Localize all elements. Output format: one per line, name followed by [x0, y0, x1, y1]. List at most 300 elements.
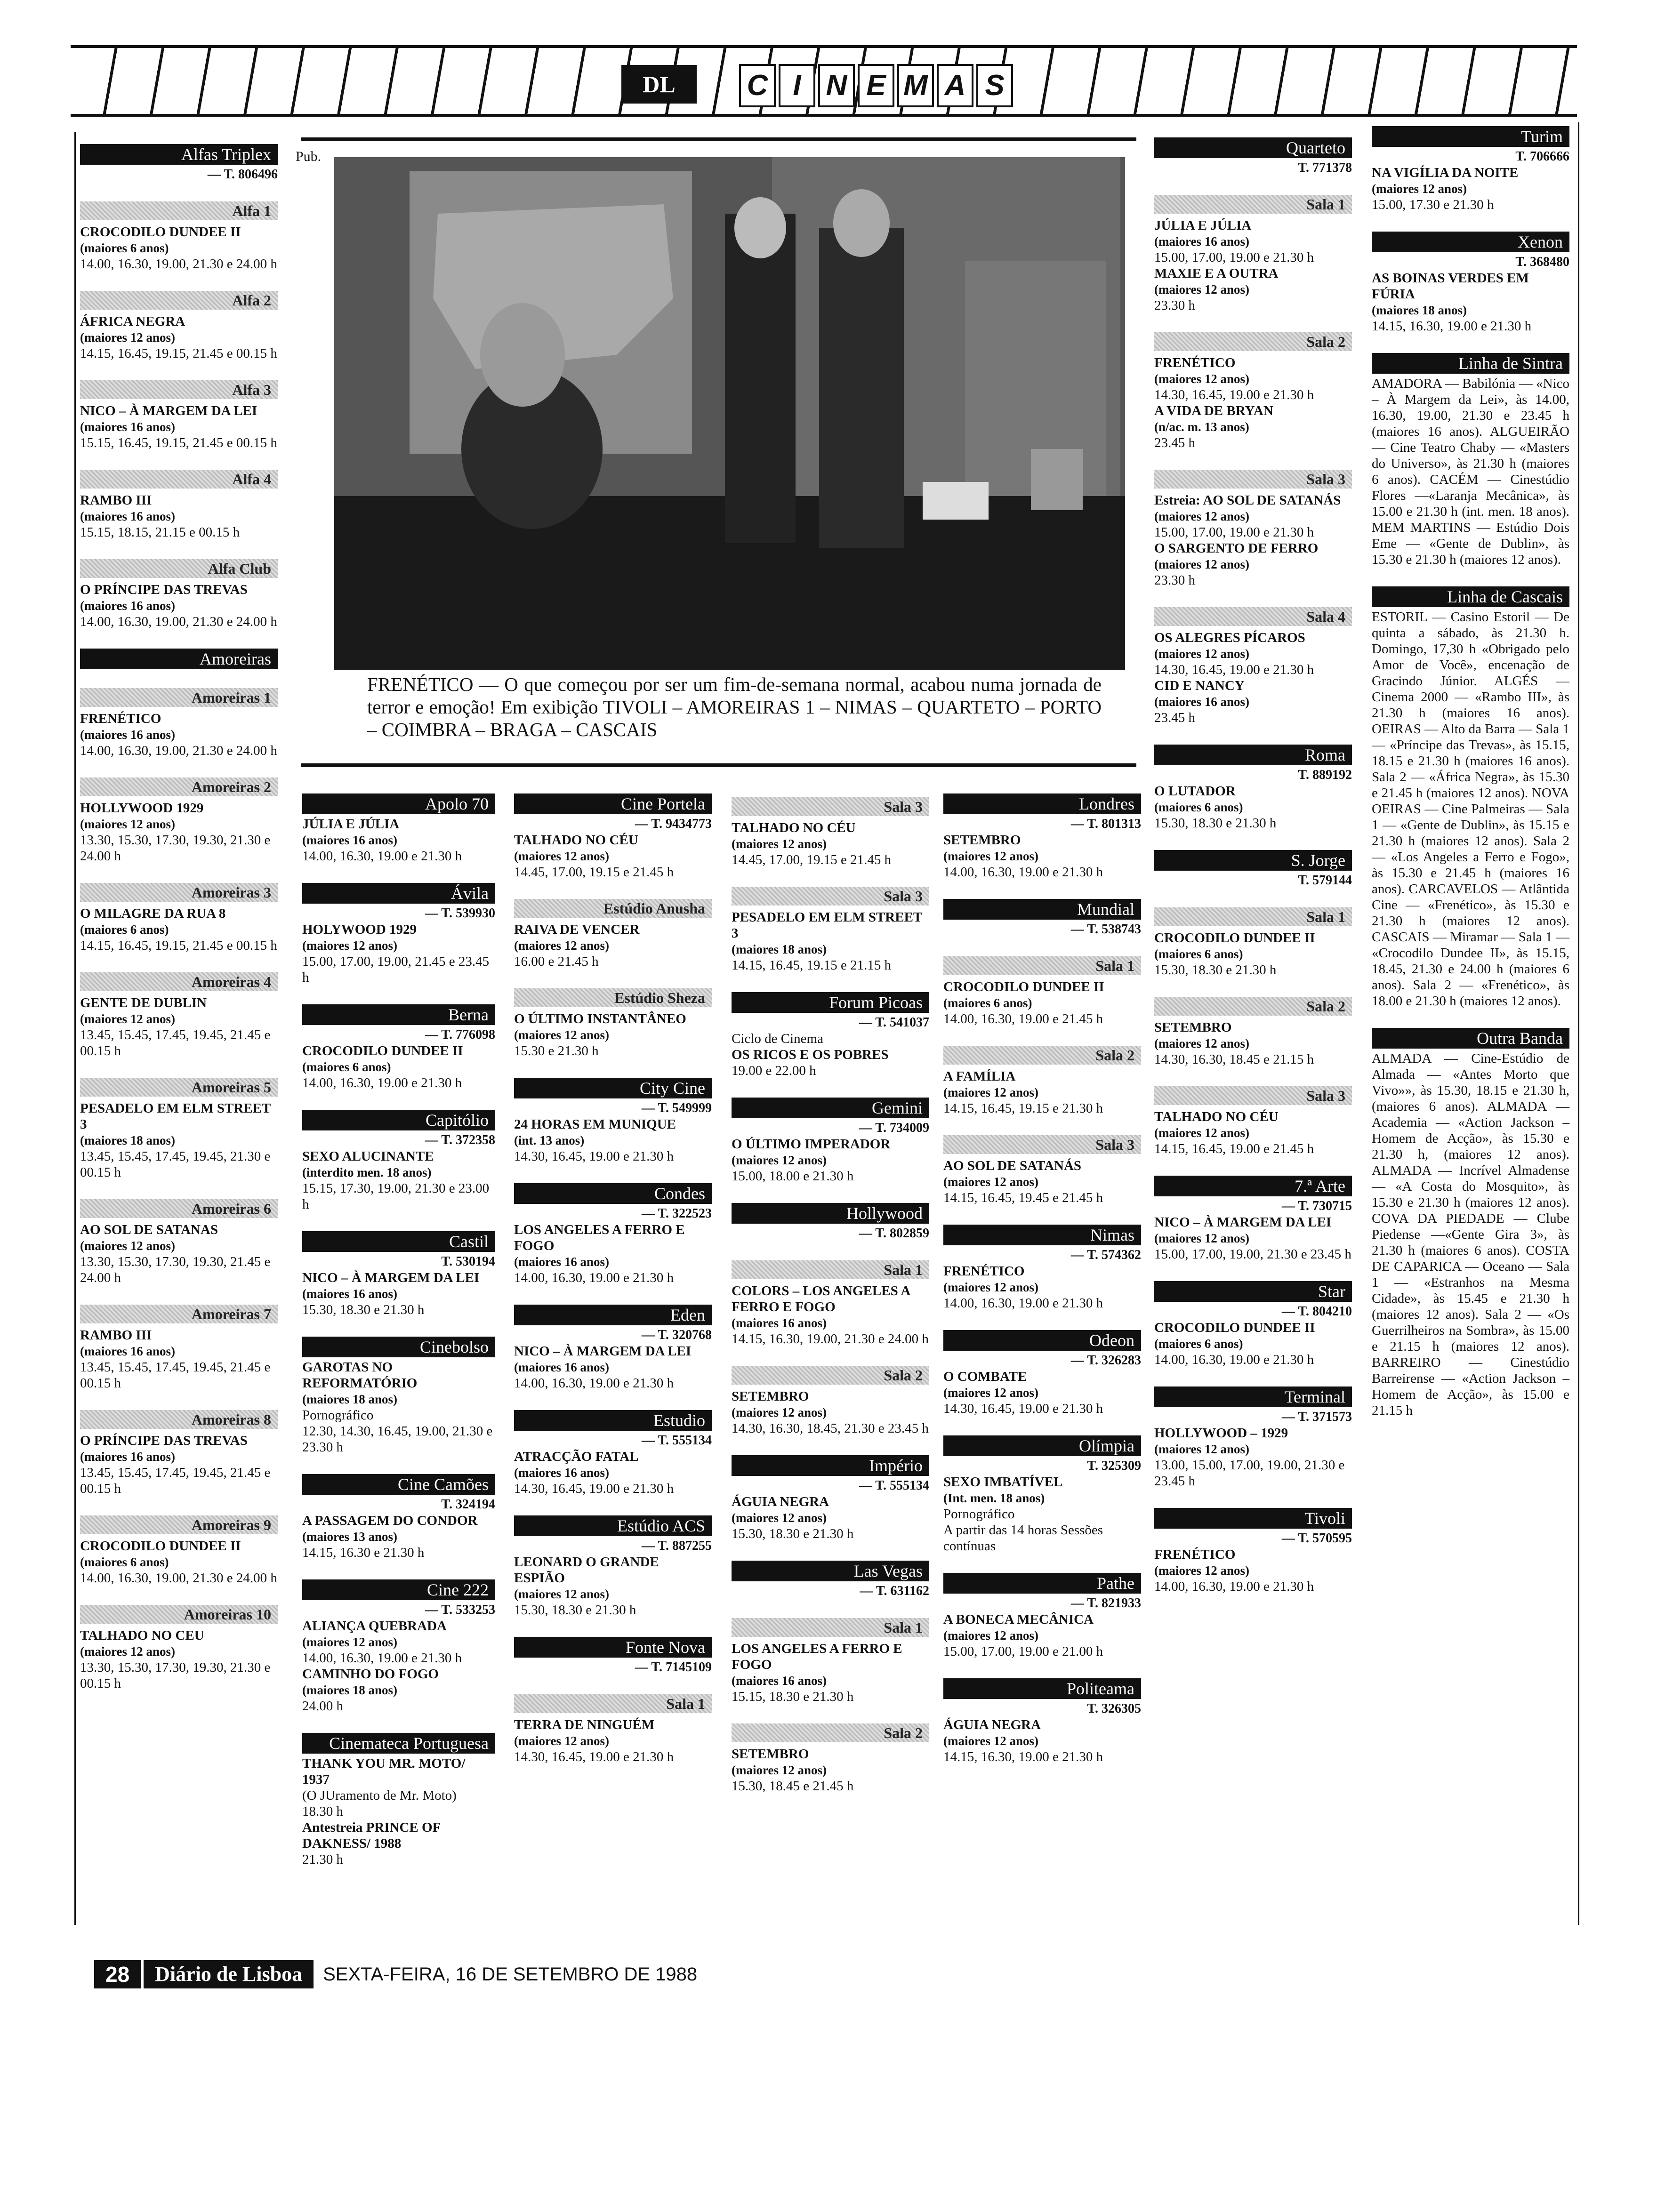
column-5: [943, 791, 1141, 1784]
listing-block: [302, 1474, 495, 1561]
listing-block: [1154, 1176, 1352, 1262]
cinema-name-bar: Terminal: [1154, 1387, 1352, 1407]
phone-number: T. 325309: [1087, 1459, 1141, 1473]
film-title: LOS ANGELES A FERRO E FOGO: [514, 1222, 685, 1253]
showtimes: 23.45 h: [1154, 710, 1195, 725]
age-rating: (maiores 12 anos): [943, 1085, 1038, 1099]
screen-name-bar: Sala 3: [1154, 470, 1352, 489]
cinema-name-bar: Forum Picoas: [732, 992, 929, 1013]
showtimes: 15.00, 17.00, 19.00, 21.45 e 23.45 h: [302, 954, 490, 985]
column-6: [1154, 135, 1352, 1613]
screen-name-bar: Amoreiras 4: [80, 972, 278, 991]
film-title: O LUTADOR: [1154, 784, 1236, 799]
screen-name-bar: Sala 1: [732, 1618, 929, 1637]
film-title: PESADELO EM ELM STREET 3: [732, 910, 922, 941]
listing-block: [732, 1203, 929, 1242]
column-rule: [74, 132, 76, 1925]
listing-block: [1372, 1028, 1569, 1419]
listing-block: [514, 1183, 712, 1286]
showtimes: 15.15, 16.45, 19.15, 21.45 e 00.15 h: [80, 435, 277, 450]
showtimes: 15.15, 17.30, 19.00, 21.30 e 23.00 h: [302, 1181, 490, 1212]
film-title: NA VIGÍLIA DA NOITE: [1372, 165, 1519, 180]
age-rating: (maiores 6 anos): [1154, 800, 1243, 814]
showtimes: 15.30, 18.30 e 21.30 h: [302, 1302, 425, 1317]
film-title: O COMBATE: [943, 1369, 1027, 1384]
listing-block: [80, 559, 278, 630]
screen-name-bar: Alfa Club: [80, 559, 278, 578]
listing-block: [1372, 126, 1569, 213]
showtimes: 14.30, 16.45, 19.00 e 21.30 h: [514, 1481, 674, 1496]
age-rating: (maiores 18 anos): [732, 942, 827, 956]
listing-text: AMADORA — Babilónia — «Nico – À Margem da Lei», às 14.00, 16.30, 19.00, 21.30 e 23.45 h (maiores 16 anos). ALGUEIRÃO — Cine Teatro Chaby — «Masters do Universo», às 21.30 h (maiores 6 anos). CACÉM — Cinestúdio Flores —«Laranja Mecânica», às 15.00 e 21.30 h (int. men. 18 anos). MEM MARTINS — Estúdio Dois Eme — «Gente de Dublin», às 15.30 e 21.30 h (maiores 12 anos).: [1372, 376, 1569, 567]
listing-block: [514, 1410, 712, 1497]
film-title: A FAMÍLIA: [943, 1069, 1016, 1084]
cinema-name-bar: Turim: [1372, 126, 1569, 147]
film-title: ÁFRICA NEGRA: [80, 314, 185, 329]
showtimes: 15.00, 17.30 e 21.30 h: [1372, 197, 1494, 212]
listing-block: [80, 470, 278, 540]
film-title: SETEMBRO: [1154, 1020, 1232, 1035]
cinema-name-bar: 7.ª Arte: [1154, 1176, 1352, 1196]
film-title: O PRÍNCIPE DAS TREVAS: [80, 1433, 248, 1448]
film-title: AS BOINAS VERDES EM FÚRIA: [1372, 271, 1529, 302]
film-title: TERRA DE NINGUÉM: [514, 1717, 655, 1732]
screen-name-bar: Alfa 4: [80, 470, 278, 489]
phone-number: — T. 9434773: [635, 817, 712, 831]
showtimes: 14.15, 16.30, 19.00 e 21.30 h: [943, 1749, 1103, 1764]
showtimes: A partir das 14 horas Sessões contínuas: [943, 1523, 1103, 1554]
showtimes: 23.30 h: [1154, 298, 1195, 313]
phone-number: — T. 372358: [425, 1133, 495, 1147]
phone-number: — T. 539930: [425, 906, 495, 921]
listing-text: ALMADA — Cine-Estúdio de Almada — «Antes Morto que Vivo»», às 15.30, 18.15 e 21.30 h, (maiores 6 anos). ALMADA — Academia — «Action Jackson – Homem de Acção», às 15.30 e 21.30 h, (maiores 12 anos). ALMADA — Incrível Almadense — «A Costa do Mosquito», às 15.30 e 21.30 h (maiores 12 anos). COVA DA PIEDADE — Clube Piedense —«Gente Gira 3», às 21.30 h (maiores 6 anos). COSTA DE CAPARICA — Oceano — Sala 1 — «Estranhos na Mesma Cidade», às 15.45 e 21.30 h (maiores 12 anos). Sala 2 — «Os Guerrilheiros na Sombra», às 15.00 e 21.15 h (maiores 12 anos). BARREIRO — Cinestúdio Barreirense — «Action Jackson – Homem de Acção», às 15.00 e 21.15 h: [1372, 1051, 1569, 1418]
listing-note: Ciclo de Cinema: [732, 1031, 823, 1046]
film-title: CROCODILO DUNDEE II: [80, 1539, 241, 1554]
screen-name-bar: Amoreiras 6: [80, 1199, 278, 1218]
age-rating: (maiores 6 anos): [302, 1060, 391, 1074]
showtimes: 14.00, 16.30, 19.00 e 21.30 h: [302, 849, 462, 864]
listing-block: [514, 1078, 712, 1164]
film-title: NICO – À MARGEM DA LEI: [80, 403, 257, 418]
cinema-name-bar: Nimas: [943, 1225, 1141, 1245]
screen-name-bar: Sala 4: [1154, 607, 1352, 626]
listing-block: [514, 899, 712, 970]
phone-number: — T. 801313: [1070, 817, 1141, 831]
cinema-name-bar: Ávila: [302, 883, 495, 904]
film-title: AO SOL DE SATANAS: [80, 1222, 218, 1237]
age-rating: (maiores 16 anos): [514, 1255, 609, 1269]
showtimes: 14.00, 16.30, 19.00 e 21.30 h: [514, 1270, 674, 1285]
showtimes: 15.15, 18.15, 21.15 e 00.15 h: [80, 525, 240, 540]
phone-number: — T. 802859: [859, 1226, 929, 1241]
film-title: CROCODILO DUNDEE II: [302, 1043, 463, 1058]
film-title: O MILAGRE DA RUA 8: [80, 906, 226, 921]
showtimes: 24.00 h: [302, 1699, 343, 1714]
listing-block: [943, 793, 1141, 880]
cinema-name-bar: Fonte Nova: [514, 1637, 712, 1658]
showtimes: 13.30, 15.30, 17.30, 19.30, 21.45 e 24.00 h: [80, 1254, 271, 1285]
age-rating: (interdito men. 18 anos): [302, 1165, 432, 1179]
showtimes: 14.00, 16.30, 19.00 e 21.30 h: [302, 1075, 462, 1090]
phone-number: T. 889192: [1298, 768, 1352, 782]
showtimes: 14.00, 16.30, 19.00 e 21.30 h: [1154, 1352, 1314, 1367]
phone-number: — T. 555134: [641, 1433, 712, 1448]
column-7: [1372, 123, 1569, 1437]
cinema-name-bar: Império: [732, 1455, 929, 1476]
age-rating: (maiores 6 anos): [1154, 947, 1243, 961]
ad-photo: [334, 157, 1125, 670]
film-title: SETEMBRO: [732, 1747, 809, 1762]
showtimes: 15.30, 18.30 e 21.30 h: [732, 1526, 854, 1541]
showtimes: 13.00, 15.00, 17.00, 19.00, 21.30 e 23.45 h: [1154, 1458, 1345, 1489]
listing-block: [80, 144, 278, 183]
showtimes: 14.15, 16.45, 19.15, 21.45 e 00.15 h: [80, 938, 277, 953]
cinema-name-bar: Estudio: [514, 1410, 712, 1431]
showtimes: 13.45, 15.45, 17.45, 19.45, 21.30 e 00.15 h: [80, 1149, 271, 1180]
age-rating: (maiores 12 anos): [302, 1635, 397, 1649]
phone-number: T. 324194: [441, 1497, 495, 1512]
cinema-name-bar: Cine Camões: [302, 1474, 495, 1495]
age-rating: (maiores 12 anos): [1154, 372, 1249, 386]
screen-name-bar: Amoreiras 5: [80, 1078, 278, 1097]
film-title: HOLLYWOOD – 1929: [1154, 1426, 1288, 1441]
film-title: OS ALEGRES PÍCAROS: [1154, 630, 1305, 645]
phone-number: — T. 371573: [1281, 1410, 1352, 1424]
phone-number: — T. 734009: [859, 1121, 929, 1135]
showtimes: 14.00, 16.30, 19.00 e 21.45 h: [943, 1011, 1103, 1026]
film-title: LOS ANGELES A FERRO E FOGO: [732, 1641, 902, 1672]
age-rating: (Int. men. 18 anos): [943, 1491, 1045, 1505]
showtimes: 14.30, 16.30, 18.45, 21.30 e 23.45 h: [732, 1421, 929, 1436]
cinema-name-bar: Star: [1154, 1281, 1352, 1302]
screen-name-bar: Sala 2: [1154, 332, 1352, 351]
newspaper-logo: DL: [621, 65, 697, 104]
listing-block: [943, 1330, 1141, 1417]
listing-block: [302, 1579, 495, 1714]
film-title: NICO – À MARGEM DA LEI: [302, 1270, 480, 1285]
cinema-name-bar: City Cine: [514, 1078, 712, 1098]
listing-block: [80, 649, 278, 669]
screen-name-bar: Sala 3: [1154, 1086, 1352, 1105]
age-rating: (n/ac. m. 13 anos): [1154, 420, 1249, 434]
age-rating: (maiores 12 anos): [943, 849, 1038, 863]
ad-rule-bottom: [301, 763, 1136, 767]
listing-block: [943, 1435, 1141, 1554]
issue-date: SEXTA-FEIRA, 16 DE SETEMBRO DE 1988: [323, 1964, 698, 1985]
cinema-name-bar: Tivoli: [1154, 1508, 1352, 1529]
listing-block: [514, 1305, 712, 1391]
phone-number: — T. 538743: [1070, 922, 1141, 937]
age-rating: (int. 13 anos): [514, 1133, 585, 1147]
film-title: O ÚLTIMO INSTANTÂNEO: [514, 1011, 686, 1026]
age-rating: (maiores 12 anos): [1154, 647, 1249, 661]
film-title: FRENÉTICO: [80, 711, 161, 726]
film-title: HOLYWOOD 1929: [302, 922, 417, 937]
listing-block: [732, 797, 929, 868]
film-title: SETEMBRO: [732, 1389, 809, 1404]
age-rating: (maiores 16 anos): [80, 1450, 175, 1464]
age-rating: (maiores 12 anos): [1154, 1563, 1249, 1578]
listing-block: [514, 1694, 712, 1765]
showtimes: 14.45, 17.00, 19.15 e 21.45 h: [514, 865, 674, 880]
listing-block: [80, 688, 278, 759]
film-title: GAROTAS NO REFORMATÓRIO: [302, 1360, 418, 1391]
listing-block: [80, 291, 278, 361]
age-rating: (maiores 12 anos): [943, 1734, 1038, 1748]
film-title: GENTE DE DUBLIN: [80, 995, 207, 1010]
ad-caption: FRENÉTICO — O que começou por ser um fim-de-semana normal, acabou numa jornada de terror e emoção! Em exibição TIVOLI – AMOREIRAS 1 – NIMAS – QUARTETO – PORTO – COIMBRA – BRAGA – CASCAIS: [367, 673, 1102, 740]
listing-block: [732, 1260, 929, 1347]
cinema-name-bar: Xenon: [1372, 232, 1569, 252]
column-3: [514, 791, 712, 1784]
film-title: CROCODILO DUNDEE II: [943, 979, 1104, 994]
showtimes: 15.00, 17.00, 19.00 e 21.30 h: [1154, 250, 1314, 265]
film-title: FRENÉTICO: [1154, 1547, 1236, 1562]
screen-name-bar: Sala 3: [943, 1135, 1141, 1154]
screen-name-bar: Amoreiras 10: [80, 1605, 278, 1624]
phone-number: — T. 549999: [641, 1101, 712, 1115]
listing-block: [732, 992, 929, 1079]
column-1: [80, 141, 278, 1710]
showtimes: 23.30 h: [1154, 573, 1195, 588]
age-rating: (maiores 16 anos): [514, 1466, 609, 1480]
listing-block: [1154, 607, 1352, 726]
age-rating: (maiores 18 anos): [1372, 303, 1467, 317]
age-rating: (maiores 12 anos): [1154, 509, 1249, 523]
film-title: LEONARD O GRANDE ESPIÃO: [514, 1555, 659, 1586]
phone-number: — T. 570595: [1281, 1531, 1352, 1546]
age-rating: (maiores 12 anos): [943, 1175, 1038, 1189]
age-rating: (maiores 12 anos): [732, 837, 827, 851]
listing-block: [943, 1135, 1141, 1206]
showtimes: 13.30, 15.30, 17.30, 19.30, 21.30 e 00.15 h: [80, 1660, 271, 1691]
listing-block: [80, 1199, 278, 1286]
title-letter: C: [739, 64, 776, 107]
listing-block: [80, 1305, 278, 1391]
age-rating: (maiores 18 anos): [302, 1392, 397, 1406]
cinema-name-bar: Londres: [943, 793, 1141, 814]
title-letter: E: [858, 64, 894, 107]
office-scene-image: [334, 157, 1125, 670]
age-rating: (maiores 12 anos): [514, 1734, 609, 1748]
cinema-name-bar: Outra Banda: [1372, 1028, 1569, 1049]
film-title: RAMBO III: [80, 1328, 152, 1343]
age-rating: (maiores 12 anos): [302, 938, 397, 953]
showtimes: 15.30, 18.45 e 21.45 h: [732, 1779, 854, 1794]
screen-name-bar: Amoreiras 1: [80, 688, 278, 707]
film-title: O PRÍNCIPE DAS TREVAS: [80, 582, 248, 597]
showtimes: 16.00 e 21.45 h: [514, 954, 599, 969]
listing-block: [80, 201, 278, 272]
cinema-name-bar: Gemini: [732, 1098, 929, 1118]
showtimes: 15.00, 18.00 e 21.30 h: [732, 1169, 854, 1184]
screen-name-bar: Sala 3: [732, 887, 929, 906]
showtimes: 14.15, 16.30, 19.00, 21.30 e 24.00 h: [732, 1331, 929, 1346]
age-rating: (maiores 12 anos): [80, 1239, 175, 1253]
phone-number: — T. 730715: [1281, 1199, 1352, 1213]
age-rating: (maiores 12 anos): [1154, 1126, 1249, 1140]
showtimes: 14.00, 16.30, 19.00 e 21.30 h: [302, 1651, 462, 1666]
cinema-name-bar: Las Vegas: [732, 1561, 929, 1581]
showtimes: 19.00 e 22.00 h: [732, 1063, 816, 1078]
age-rating: (maiores 12 anos): [80, 817, 175, 831]
showtimes: 15.30 e 21.30 h: [514, 1043, 599, 1058]
title-letter: I: [779, 64, 815, 107]
listing-block: [732, 887, 929, 973]
age-rating: (maiores 16 anos): [732, 1674, 827, 1688]
showtimes: 21.30 h: [302, 1852, 343, 1867]
age-rating: (maiores 13 anos): [302, 1530, 397, 1544]
cinema-name-bar: Olímpia: [943, 1435, 1141, 1456]
film-title: A PASSAGEM DO CONDOR: [302, 1513, 478, 1528]
cinema-name-bar: Cine Portela: [514, 793, 712, 814]
screen-name-bar: Sala 3: [732, 797, 929, 816]
cinema-name-bar: Cinebolso: [302, 1337, 495, 1357]
listing-block: [943, 1678, 1141, 1765]
cinema-name-bar: Condes: [514, 1183, 712, 1204]
showtimes: 14.45, 17.00, 19.15 e 21.45 h: [732, 852, 892, 867]
ad-rule-top: [301, 137, 1136, 141]
cinema-name-bar: Hollywood: [732, 1203, 929, 1224]
age-rating: (maiores 12 anos): [514, 849, 609, 863]
age-rating: (maiores 12 anos): [1154, 282, 1249, 297]
cinema-name-bar: Quarteto: [1154, 137, 1352, 158]
listing-block: [1372, 353, 1569, 568]
film-title: COLORS – LOS ANGELES A FERRO E FOGO: [732, 1283, 910, 1314]
showtimes: 14.00, 16.30, 19.00, 21.30 e 24.00 h: [80, 1571, 277, 1586]
listing-block: [80, 1605, 278, 1691]
listing-block: [514, 1637, 712, 1675]
screen-name-bar: Amoreiras 7: [80, 1305, 278, 1323]
showtimes: 13.45, 15.45, 17.45, 19.45, 21.45 e 00.15 h: [80, 1027, 271, 1058]
film-title: FRENÉTICO: [1154, 355, 1236, 370]
listing-block: [302, 883, 495, 986]
film-title: TALHADO NO CEU: [80, 1628, 204, 1643]
listing-block: [732, 1366, 929, 1436]
film-title: SEXO IMBATÍVEL: [943, 1475, 1063, 1490]
film-title: O SARGENTO DE FERRO: [1154, 541, 1319, 556]
phone-number: — T. 555134: [859, 1478, 929, 1493]
listing-note: Pornográfico: [943, 1507, 1015, 1522]
age-rating: (maiores 16 anos): [80, 1344, 175, 1358]
age-rating: (maiores 12 anos): [80, 330, 175, 345]
cinema-name-bar: Apolo 70: [302, 793, 495, 814]
showtimes: 14.30, 16.30, 18.45 e 21.15 h: [1154, 1052, 1314, 1067]
film-title: SEXO ALUCINANTE: [302, 1149, 434, 1164]
listing-block: [943, 956, 1141, 1027]
listing-block: [514, 1515, 712, 1618]
cinema-name-bar: Estúdio ACS: [514, 1515, 712, 1536]
listing-block: [80, 1078, 278, 1180]
age-rating: (maiores 12 anos): [732, 1763, 827, 1777]
film-title: THANK YOU MR. MOTO/ 1937: [302, 1756, 466, 1787]
screen-name-bar: Sala 2: [1154, 997, 1352, 1016]
age-rating: (maiores 6 anos): [80, 922, 169, 937]
age-rating: (maiores 12 anos): [943, 1280, 1038, 1294]
film-title: TALHADO NO CÉU: [514, 833, 638, 848]
age-rating: (maiores 12 anos): [80, 1644, 175, 1659]
showtimes: 14.15, 16.45, 19.15, 21.45 e 00.15 h: [80, 346, 277, 361]
listing-block: [302, 1733, 495, 1867]
listing-block: [302, 1337, 495, 1455]
screen-name-bar: Sala 1: [732, 1260, 929, 1279]
page-footer: [94, 1958, 697, 1991]
cinema-name-bar: Pathe: [943, 1573, 1141, 1594]
film-title: 24 HORAS EM MUNIQUE: [514, 1117, 676, 1132]
column-rule: [1578, 122, 1579, 1925]
age-rating: (maiores 16 anos): [302, 1287, 397, 1301]
film-title: O ÚLTIMO IMPERADOR: [732, 1137, 891, 1152]
film-title: SETEMBRO: [943, 833, 1021, 848]
age-rating: (maiores 6 anos): [1154, 1337, 1243, 1351]
showtimes: 14.30, 16.45, 19.00 e 21.30 h: [1154, 387, 1314, 402]
listing-block: [1154, 470, 1352, 588]
film-title: FRENÉTICO: [943, 1264, 1025, 1279]
film-title: ALIANÇA QUEBRADA: [302, 1619, 447, 1634]
listing-block: [732, 1561, 929, 1599]
age-rating: (maiores 12 anos): [1372, 182, 1467, 196]
phone-number: — T. 887255: [641, 1539, 712, 1553]
age-rating: (maiores 12 anos): [514, 938, 609, 953]
showtimes: 14.15, 16.45, 19.00 e 21.45 h: [1154, 1141, 1314, 1156]
listing-block: [1154, 850, 1352, 889]
listing-block: [943, 1225, 1141, 1311]
listing-block: [943, 899, 1141, 938]
film-title: JÚLIA E JÚLIA: [1154, 218, 1252, 233]
age-rating: (maiores 6 anos): [80, 241, 169, 255]
showtimes: 15.30, 18.30 e 21.30 h: [1154, 816, 1277, 831]
film-title: PESADELO EM ELM STREET 3: [80, 1101, 271, 1132]
age-rating: (maiores 6 anos): [943, 996, 1032, 1010]
film-title: RAMBO III: [80, 493, 152, 508]
showtimes: 14.15, 16.30, 19.00 e 21.30 h: [1372, 319, 1532, 334]
listing-block: [80, 972, 278, 1059]
listing-block: [302, 1110, 495, 1212]
listing-block: [302, 1004, 495, 1091]
screen-name-bar: Alfa 1: [80, 201, 278, 220]
listing-block: [302, 793, 495, 864]
showtimes: 13.45, 15.45, 17.45, 19.45, 21.45 e 00.15 h: [80, 1465, 271, 1496]
showtimes: 15.00, 17.00, 19.00 e 21.00 h: [943, 1644, 1103, 1659]
showtimes: 14.30, 16.45, 19.00 e 21.30 h: [943, 1401, 1103, 1416]
showtimes: 14.00, 16.30, 19.00 e 21.30 h: [943, 1296, 1103, 1311]
listing-block: [514, 988, 712, 1059]
screen-name-bar: Sala 2: [732, 1723, 929, 1742]
film-title: CID E NANCY: [1154, 678, 1245, 693]
phone-number: — T. 806496: [207, 167, 278, 182]
listing-block: [1154, 137, 1352, 176]
showtimes: 23.45 h: [1154, 435, 1195, 450]
film-title: RAIVA DE VENCER: [514, 922, 640, 937]
title-letter: A: [937, 64, 973, 107]
age-rating: (maiores 12 anos): [1154, 1036, 1249, 1050]
age-rating: (maiores 12 anos): [514, 1587, 609, 1601]
showtimes: 14.15, 16.45, 19.45 e 21.45 h: [943, 1190, 1103, 1205]
showtimes: 14.00, 16.30, 19.00, 21.30 e 24.00 h: [80, 256, 277, 272]
screen-name-bar: Estúdio Anusha: [514, 899, 712, 918]
showtimes: 14.00, 16.30, 19.00 e 21.30 h: [943, 865, 1103, 880]
film-title: JÚLIA E JÚLIA: [302, 817, 400, 832]
ad-label: Pub.: [296, 149, 322, 164]
age-rating: (maiores 12 anos): [1154, 1442, 1249, 1456]
age-rating: (maiores 16 anos): [80, 420, 175, 434]
screen-name-bar: Amoreiras 3: [80, 883, 278, 902]
age-rating: (maiores 16 anos): [1154, 695, 1249, 709]
age-rating: (maiores 16 anos): [1154, 234, 1249, 248]
showtimes: 15.15, 18.30 e 21.30 h: [732, 1689, 854, 1704]
screen-name-bar: Amoreiras 2: [80, 777, 278, 796]
film-title: NICO – À MARGEM DA LEI: [514, 1344, 692, 1359]
